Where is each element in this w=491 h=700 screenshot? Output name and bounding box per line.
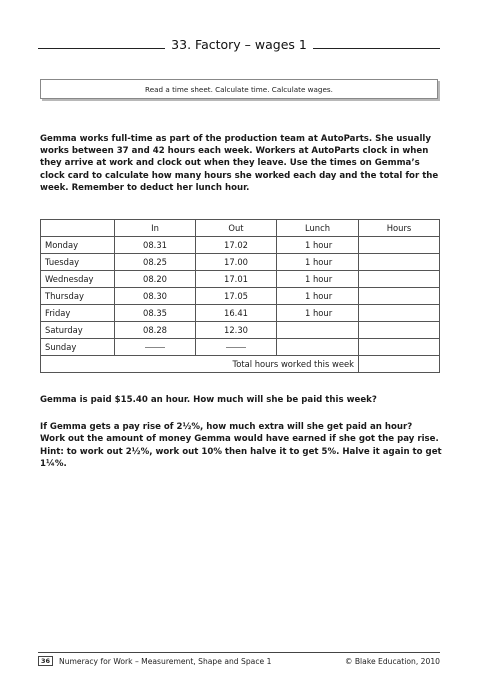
page-title: 33. Factory – wages 1: [171, 36, 307, 52]
header-lunch: Lunch: [277, 220, 359, 237]
lunch-cell: 1 hour: [277, 288, 359, 305]
total-hours-cell: [359, 356, 440, 373]
hours-cell: [359, 339, 440, 356]
page-header: [38, 33, 440, 55]
question-1: Gemma is paid $15.40 an hour. How much will she be paid this week?: [40, 395, 377, 405]
table-row: [41, 339, 440, 356]
out-cell: [196, 339, 277, 356]
day-cell: Sunday: [41, 339, 115, 356]
in-cell: 08.25: [115, 254, 196, 271]
lunch-cell: 1 hour: [277, 237, 359, 254]
out-cell: 16.41: [196, 305, 277, 322]
in-cell: 08.31: [115, 237, 196, 254]
header-out: Out: [196, 220, 277, 237]
header-hours: Hours: [359, 220, 440, 237]
header-rule-right: [313, 48, 440, 49]
total-row: [41, 356, 440, 373]
table-row: [41, 271, 440, 288]
day-cell: Monday: [41, 237, 115, 254]
lunch-cell: 1 hour: [277, 305, 359, 322]
lunch-cell: [277, 322, 359, 339]
lunch-cell: 1 hour: [277, 271, 359, 288]
out-cell: 17.02: [196, 237, 277, 254]
table-header-row: [41, 220, 440, 237]
day-cell: Tuesday: [41, 254, 115, 271]
total-label: Total hours worked this week: [41, 356, 359, 373]
question-2-line-1: If Gemma gets a pay rise of 2½%, how much extra will she get paid an hour?: [40, 422, 413, 432]
dash-mark: [226, 347, 246, 348]
header-in: In: [115, 220, 196, 237]
dash-mark: [145, 347, 165, 348]
time-sheet-table: [40, 219, 440, 373]
in-cell: [115, 339, 196, 356]
hours-cell: [359, 271, 440, 288]
page-footer: [38, 652, 440, 666]
hours-cell: [359, 305, 440, 322]
instructions-box: [40, 79, 438, 99]
in-cell: 08.28: [115, 322, 196, 339]
hours-cell: [359, 288, 440, 305]
out-cell: 17.05: [196, 288, 277, 305]
header-rule-left: [38, 48, 165, 49]
question-2: [40, 421, 450, 471]
page-number: 36: [38, 656, 53, 666]
intro-paragraph: Gemma works full-time as part of the production team at AutoParts. She usually works between 37 and 42 hours each week. Workers at AutoParts clock in when they arrive at work and clock out when they leave. Use the times on Gemma’s clock card to calculate how many hours she worked each day and the total for the week. Remember to deduct her lunch hour.: [40, 134, 439, 193]
table-row: [41, 254, 440, 271]
out-cell: 17.00: [196, 254, 277, 271]
day-cell: Friday: [41, 305, 115, 322]
in-cell: 08.20: [115, 271, 196, 288]
lunch-cell: 1 hour: [277, 254, 359, 271]
question-2-line-2: Work out the amount of money Gemma would have earned if she got the pay rise.: [40, 434, 439, 445]
out-cell: 17.01: [196, 271, 277, 288]
question-2-line-3: Hint: to work out 2½%, work out 10% then halve it to get 5%. Halve it again to get 1¼%.: [40, 446, 442, 470]
day-cell: Wednesday: [41, 271, 115, 288]
copyright: © Blake Education, 2010: [344, 656, 440, 666]
book-title: Numeracy for Work – Measurement, Shape and Space 1: [59, 656, 272, 666]
table-row: [41, 305, 440, 322]
out-cell: 12.30: [196, 322, 277, 339]
lunch-cell: [277, 339, 359, 356]
table-row: [41, 288, 440, 305]
day-cell: Saturday: [41, 322, 115, 339]
hours-cell: [359, 322, 440, 339]
table-row: [41, 237, 440, 254]
header-day: [41, 220, 115, 237]
hours-cell: [359, 254, 440, 271]
in-cell: 08.35: [115, 305, 196, 322]
in-cell: 08.30: [115, 288, 196, 305]
day-cell: Thursday: [41, 288, 115, 305]
table-row: [41, 322, 440, 339]
hours-cell: [359, 237, 440, 254]
instructions-text: Read a time sheet. Calculate time. Calculate wages.: [145, 84, 333, 94]
